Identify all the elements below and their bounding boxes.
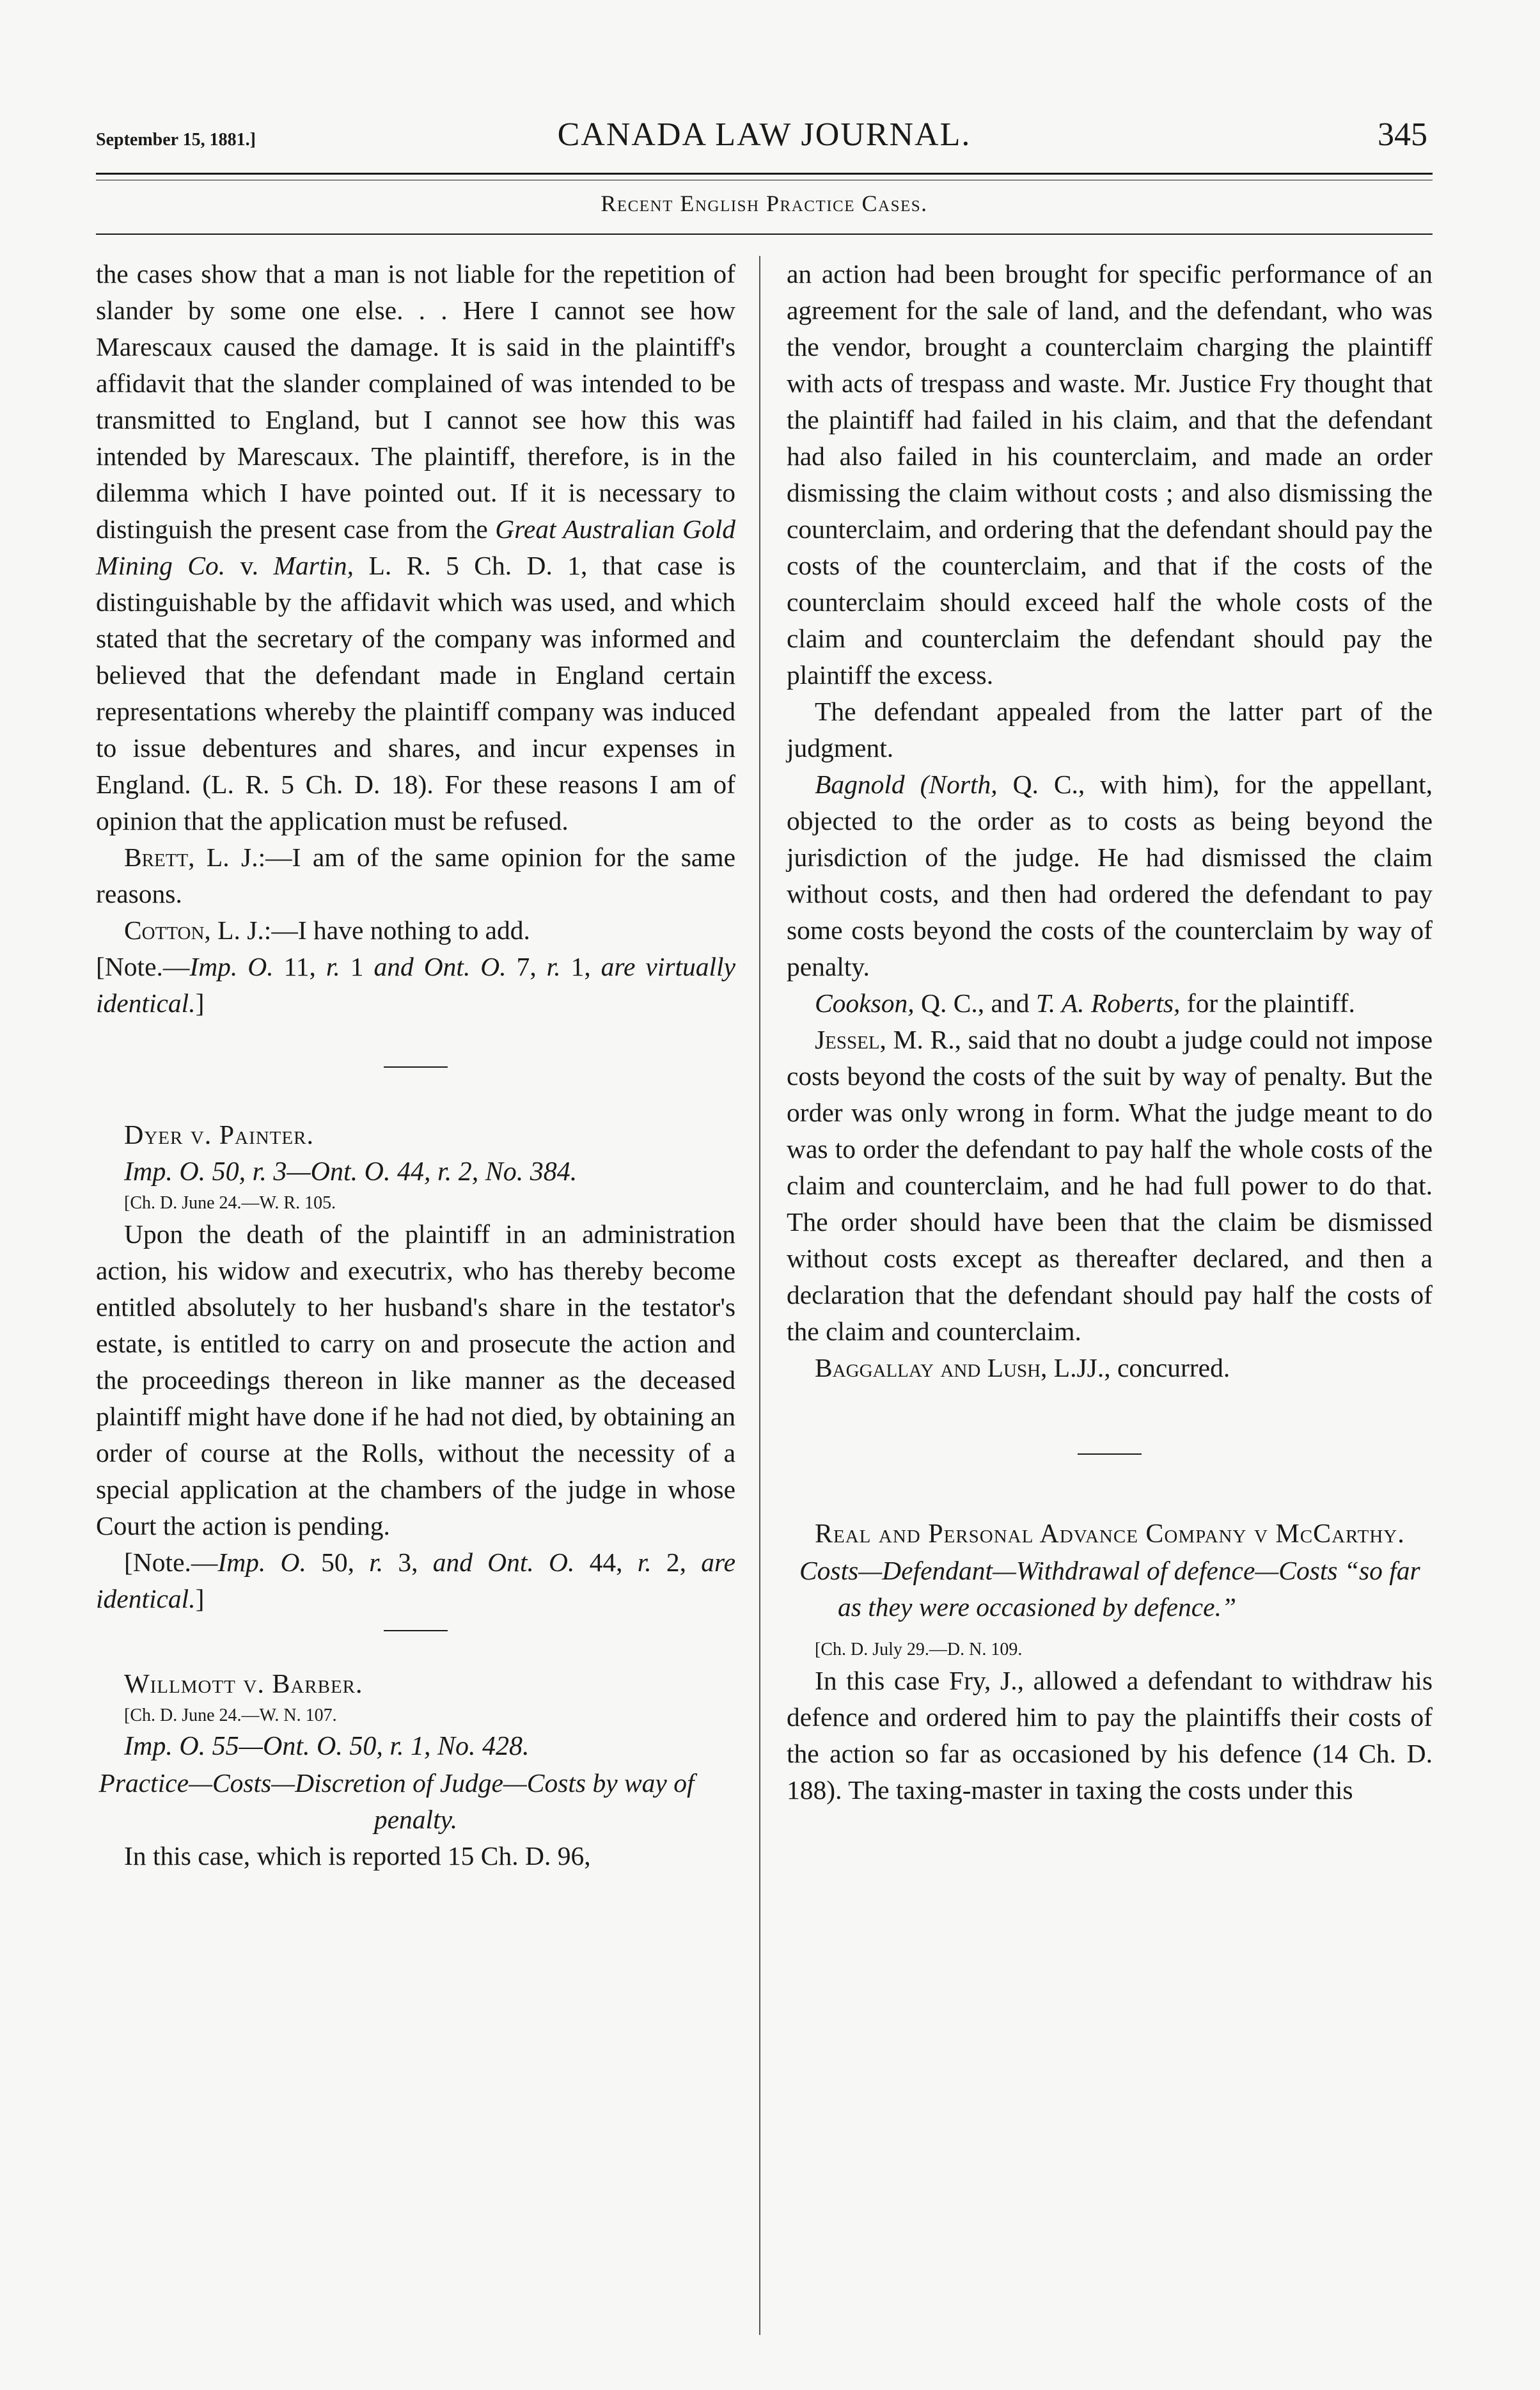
case-headnote: Costs—Defendant—Withdrawal of defence—Costs “so far as they were occasioned by defence.” [799,1556,1420,1622]
brett-opinion: Brett, L. J.:—I am of the same opinion for the same reasons. [96,843,736,908]
section-rule [96,233,1433,235]
cotton-opinion: Cotton, L. J.:—I have nothing to add. [124,915,530,945]
rule-reference: Imp. O. 55—Ont. O. 50, r. 1, No. 428. [124,1732,530,1761]
case-body-real-personal: In this case Fry, J., allowed a defendant to withdraw his defence and ordered him to pay the plaintiffs their costs of the action so far as occasioned by his defence (14 Ch. D. 188). The taxing-master in taxing the costs under this [787,1666,1433,1805]
case-title-real-personal: Real and Personal Advance Company v McCarthy. [815,1519,1405,1549]
case-citation: [Ch. D. June 24.—W. R. 105. [124,1193,336,1213]
journal-title: CANADA LAW JOURNAL. [557,116,971,153]
case-headnote: Practice—Costs—Discretion of Judge—Costs by way of penalty. [98,1768,695,1834]
running-head [96,112,1433,170]
section-heading: Recent English Practice Cases. [601,191,928,216]
case-citation: [Ch. D. July 29.—D. N. 109. [815,1640,1023,1659]
column-divider [759,256,760,2335]
case-body-dyer: Upon the death of the plaintiff in an administration action, his widow and executrix, who has thereby become entitled absolutely to her husband's share in the testator's estate, is entitled to carry on and prosecute the action and the proceedings thereon in like manner as the deceased plaintiff might have done if he had not died, by obtaining an order of course at the Rolls, without the necessity of a special application at the chambers of the judge in whose Court the action is pending. [96,1219,735,1540]
rule-reference: Imp. O. 50, r. 3—Ont. O. 44, r. 2, No. 384. [124,1157,578,1187]
concurrence: Baggallay and Lush, L.JJ., concurred. [815,1353,1230,1382]
judge-name: Brett, L. J. [124,843,258,872]
editorial-note: [Note.—Imp. O. 50, r. 3, and Ont. O. 44, r. 2, are identical.] [96,1547,735,1613]
appellant-argument: Bagnold (North, Q. C., with him), for the appellant, objected to the order as to costs as being beyond the jurisdiction of the judge. He had dismissed the claim without costs, and then had ordered the defendant to pay some costs beyond the costs of the counterclaim by way of penalty. [787,770,1433,981]
appeal-paragraph: The defendant appealed from the latter part of the judgment. [787,697,1433,763]
case-body-willmott: In this case, which is reported 15 Ch. D. 96, [124,1841,591,1871]
journal-page [96,112,1433,2345]
left-column [96,256,735,1874]
issue-date: September 15, 1881.] [96,130,256,150]
right-column [787,256,1433,1808]
judge-name: Jessel, M. R., [815,1025,961,1054]
jessel-judgment: Jessel, M. R., said that no doubt a judge could not impose costs beyond the costs of the suit by way of penalty. But the order was only wrong in form. What the judge meant to do was to order the defendant to pay half the whole costs of the claim and counterclaim, and he had full power to do that. The order should have been that the claim be dismissed without costs except as thereafter declared, and then a declaration that the defendant should pay half the costs of the claim and counterclaim. [787,1025,1433,1346]
counsel-name: Bagnold [815,770,905,799]
case-body-paragraph: an action had been brought for specific performance of an agreement for the sale of land, and the defendant, who was the vendor, brought a counterclaim charging the plaintiff with acts of trespass and waste. Mr. Justice Fry thought that the plaintiff had failed in his claim, and that the defendant had also failed in his counterclaim, and made an order dismissing the claim without costs ; and also dismissing the counterclaim, and ordering that the defendant should pay the costs of the counterclaim, and that if the costs of the counterclaim should exceed half the whole costs of the claim and counterclaim the defendant should pay the plaintiff the excess. [787,259,1433,690]
judge-name: Cotton, L. J. [124,915,264,945]
judgment-paragraph: the cases show that a man is not liable for the repetition of slander by some one else. . . Here I cannot see how Marescaux caused the damage. It is said in the plaintiff's affidavit that the slander complained of was intended to be transmitted to England, but I cannot see how this was intended by Marescaux. The plaintiff, therefore, is in the dilemma which I have pointed out. If it is necessary to distinguish the present case from the Great Australian Gold Mining Co. v. Martin, L. R. 5 Ch. D. 1, that case is distinguishable by the affidavit which was used, and which stated that the secretary of the company was informed and believed that the defendant made in England certain representations whereby the plaintiff company was induced to issue debentures and shares, and incur expenses in England. (L. R. 5 Ch. D. 18). For these reasons I am of opinion that the application must be refused. [96,259,736,835]
judge-name: Baggallay and Lush, L.JJ., [815,1353,1111,1382]
case-title-dyer: Dyer v. Painter. [124,1121,314,1150]
respondent-counsel: Cookson, Q. C., and T. A. Roberts, for the plaintiff. [815,988,1355,1018]
page-number: 345 [1378,116,1427,153]
case-title-willmott: Willmott v. Barber. [124,1670,363,1699]
header-double-rule [96,173,1433,180]
editorial-note: [Note.—Imp. O. 11, r. 1 and Ont. O. 7, r. 1, are virtually identical.] [96,952,736,1018]
case-citation: [Ch. D. June 24.—W. N. 107. [124,1705,337,1725]
